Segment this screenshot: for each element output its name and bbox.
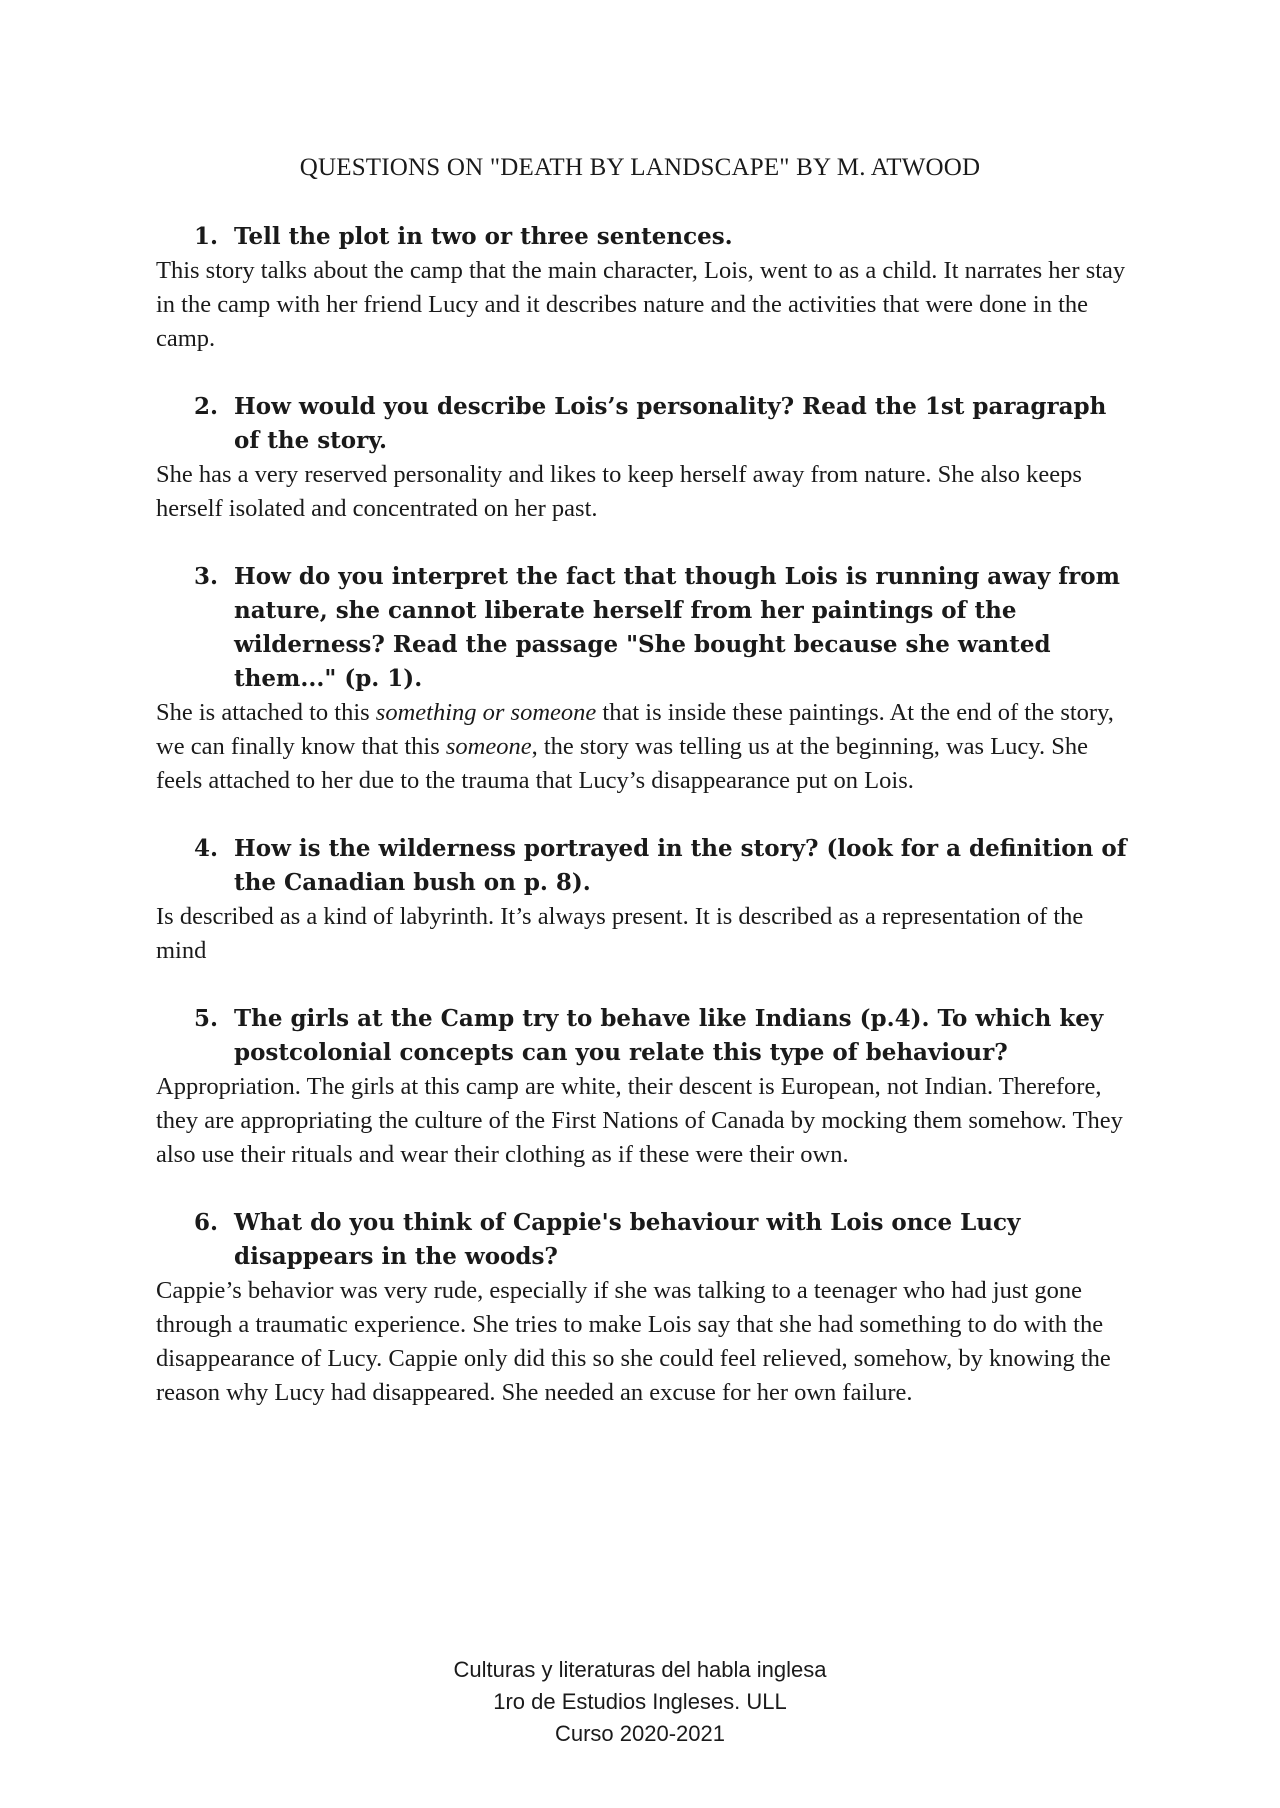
answer-text: She is attached to this <box>156 699 376 726</box>
answer-emphasis: someone <box>445 733 532 760</box>
footer-course: Culturas y literaturas del habla inglesa <box>453 1657 827 1682</box>
answer-emphasis: something or someone <box>375 699 597 726</box>
question-number: 5. <box>194 1005 219 1032</box>
question-block-5 <box>156 1002 1136 1172</box>
question-text: The girls at the Camp try to behave like Indians (p.4). To which key postcolonial concepts can you relate this type of behaviour? <box>234 1005 1104 1066</box>
answer-text: that is inside these paintings. At the end of the story, we can finally know that this <box>156 699 1114 760</box>
question-text: How would you describe Lois’s personality? Read the 1st paragraph of the story. <box>234 393 1107 454</box>
question-block-1 <box>156 220 1136 356</box>
question-block-6 <box>156 1206 1136 1410</box>
question-number: 6. <box>194 1209 219 1236</box>
answer-4: Is described as a kind of labyrinth. It’s always present. It is described as a representation of the mind <box>156 903 1084 964</box>
footer-program: 1ro de Estudios Ingleses. ULL <box>493 1689 787 1714</box>
answer-3 <box>156 696 1136 798</box>
page-title: QUESTIONS ON "DEATH BY LANDSCAPE" BY M. ATWOOD <box>299 154 981 181</box>
question-text: What do you think of Cappie's behaviour with Lois once Lucy disappears in the woods? <box>234 1209 1021 1270</box>
questions-list <box>156 220 1136 1444</box>
answer-1: This story talks about the camp that the main character, Lois, went to as a child. It narrates her stay in the camp with her friend Lucy and it describes nature and the activities that were done in the camp. <box>156 257 1126 352</box>
question-5 <box>156 1002 1136 1070</box>
question-2 <box>156 390 1136 458</box>
answer-text: , the story was telling us at the beginning, was Lucy. She feels attached to her due to the trauma that Lucy’s disappearance put on Lois. <box>156 733 1088 794</box>
question-block-2 <box>156 390 1136 526</box>
question-block-4 <box>156 832 1136 968</box>
question-4 <box>156 832 1136 900</box>
question-block-3 <box>156 560 1136 798</box>
question-1 <box>156 220 1136 254</box>
question-text: How is the wilderness portrayed in the story? (look for a definition of the Canadian bush on p. 8). <box>234 835 1127 896</box>
footer-year: Curso 2020-2021 <box>554 1721 725 1746</box>
question-number: 1. <box>194 223 219 250</box>
question-number: 2. <box>194 393 219 420</box>
question-text: Tell the plot in two or three sentences. <box>234 223 733 250</box>
page-footer <box>0 1654 1280 1750</box>
question-text: How do you interpret the fact that though Lois is running away from nature, she cannot liberate herself from her paintings of the wilderness? Read the passage "She bought because she wanted them..." (p. 1). <box>234 563 1120 692</box>
question-3 <box>156 560 1136 696</box>
answer-6: Cappie’s behavior was very rude, especially if she was talking to a teenager who had just gone through a traumatic experience. She tries to make Lois say that she had something to do with the disappearance of Lucy. Cappie only did this so she could feel relieved, somehow, by knowing the reason why Lucy had disappeared. She needed an excuse for her own failure. <box>156 1277 1111 1406</box>
answer-2: She has a very reserved personality and likes to keep herself away from nature. She also keeps herself isolated and concentrated on her past. <box>156 461 1082 522</box>
answer-5: Appropriation. The girls at this camp are white, their descent is European, not Indian. Therefore, they are appropriating the culture of the First Nations of Canada by mocking them somehow. They also use their rituals and wear their clothing as if these were their own. <box>156 1073 1123 1168</box>
question-6 <box>156 1206 1136 1274</box>
question-number: 4. <box>194 835 219 862</box>
question-number: 3. <box>194 563 219 590</box>
